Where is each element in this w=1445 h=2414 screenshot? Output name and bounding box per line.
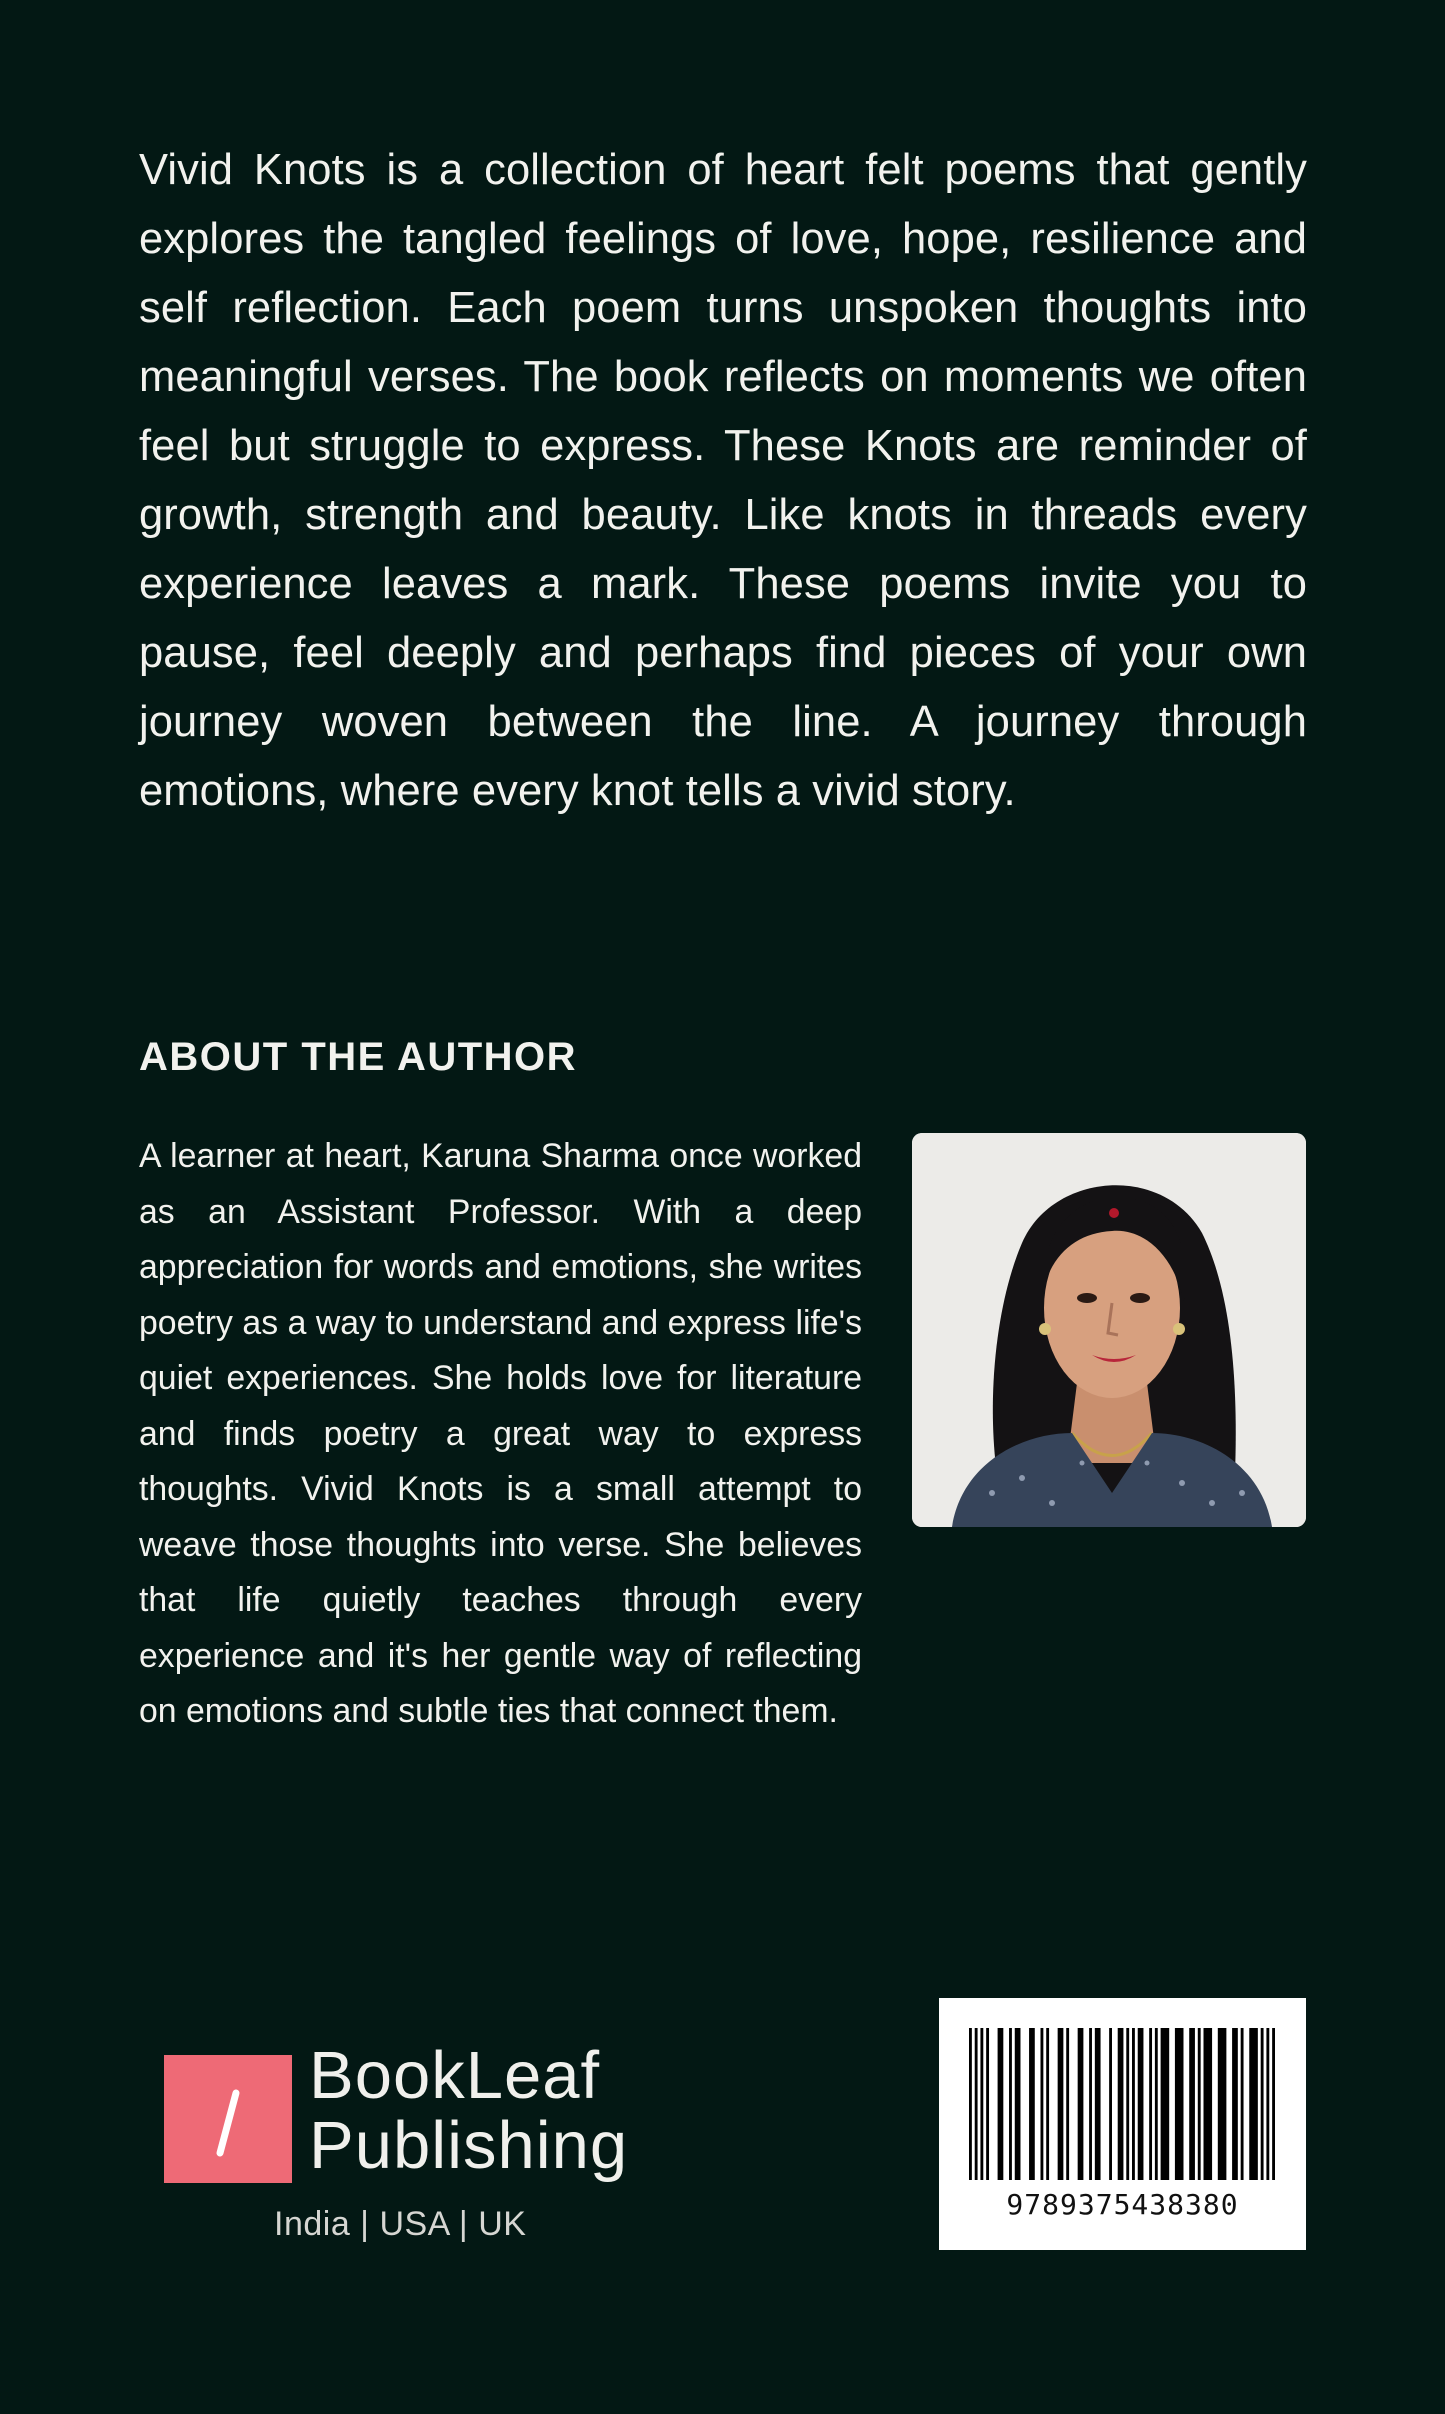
barcode-bar [1118,2028,1124,2180]
barcode-bar [1261,2028,1264,2180]
barcode-bar [1204,2028,1213,2180]
barcode-bar [1009,2028,1012,2180]
barcode-bar [1161,2028,1170,2180]
book-blurb: Vivid Knots is a collection of heart felt poems that gently explores the tangled feelings of love, hope, resilience and self reflection. Each poem turns unspoken thoughts into meaningful verses. The book reflects on moments we often feel but struggle to express. These Knots are reminder of growth, strength and beauty. Like knots in threads every experience leaves a mark. These poems invite you to pause, feel deeply and perhaps find pieces of your own journey woven between the line. A journey through emotions, where every knot tells a vivid story. [139,146,1307,815]
barcode-bar [986,2028,989,2180]
barcode-bar [998,2028,1004,2180]
publisher-name [309,2038,629,2183]
barcode-bar [1078,2028,1084,2180]
barcode-bar [1089,2028,1092,2180]
barcode-bar [1058,2028,1064,2180]
slash-logo-icon [164,2055,292,2183]
barcode-bar [1272,2028,1275,2180]
barcode-bar [1241,2028,1244,2180]
barcode-bar [1015,2028,1021,2180]
isbn-number: 9789375438380 [1006,2188,1239,2221]
barcode-bar [1046,2028,1049,2180]
barcode-bar [1066,2028,1069,2180]
barcode-bars [969,2028,1275,2180]
barcode-bar [1138,2028,1144,2180]
barcode-bar [1232,2028,1238,2180]
barcode-bar [1095,2028,1101,2180]
barcode-bar [1249,2028,1258,2180]
barcode-bar [1132,2028,1135,2180]
barcode-bar [1041,2028,1044,2180]
publisher-logo [164,2035,644,2255]
barcode-bar [1029,2028,1035,2180]
publisher-name-line1: BookLeaf [309,2038,601,2113]
barcode-bar [1155,2028,1158,2180]
barcode-bar [1149,2028,1152,2180]
barcode-bar [1266,2028,1269,2180]
author-bio: A learner at heart, Karuna Sharma once worked as an Assistant Professor. With a deep appreciation for words and emotions, she writes poetry as a way to understand and express life's quiet experiences. She holds love for literature and finds poetry a great way to express thoughts. Vivid Knots is a small attempt to weave those thoughts into verse. She believes that life quietly teaches through every experience and it's her gentle way of reflecting on emotions and subtle ties that connect them. [139,1137,862,1730]
barcode-bar [1109,2028,1112,2180]
barcode-bar [980,2028,983,2180]
barcode-bar [1126,2028,1129,2180]
isbn-barcode [939,1998,1306,2250]
barcode-bar [1198,2028,1201,2180]
author-photo [912,1133,1306,1527]
barcode-bar [1175,2028,1184,2180]
barcode-bar [1218,2028,1227,2180]
publisher-name-line2: Publishing [309,2108,629,2183]
barcode-bar [969,2028,972,2180]
barcode-bar [1189,2028,1195,2180]
publisher-regions: India | USA | UK [274,2205,527,2243]
about-author-heading: ABOUT THE AUTHOR [139,1035,578,1079]
barcode-bar [975,2028,978,2180]
